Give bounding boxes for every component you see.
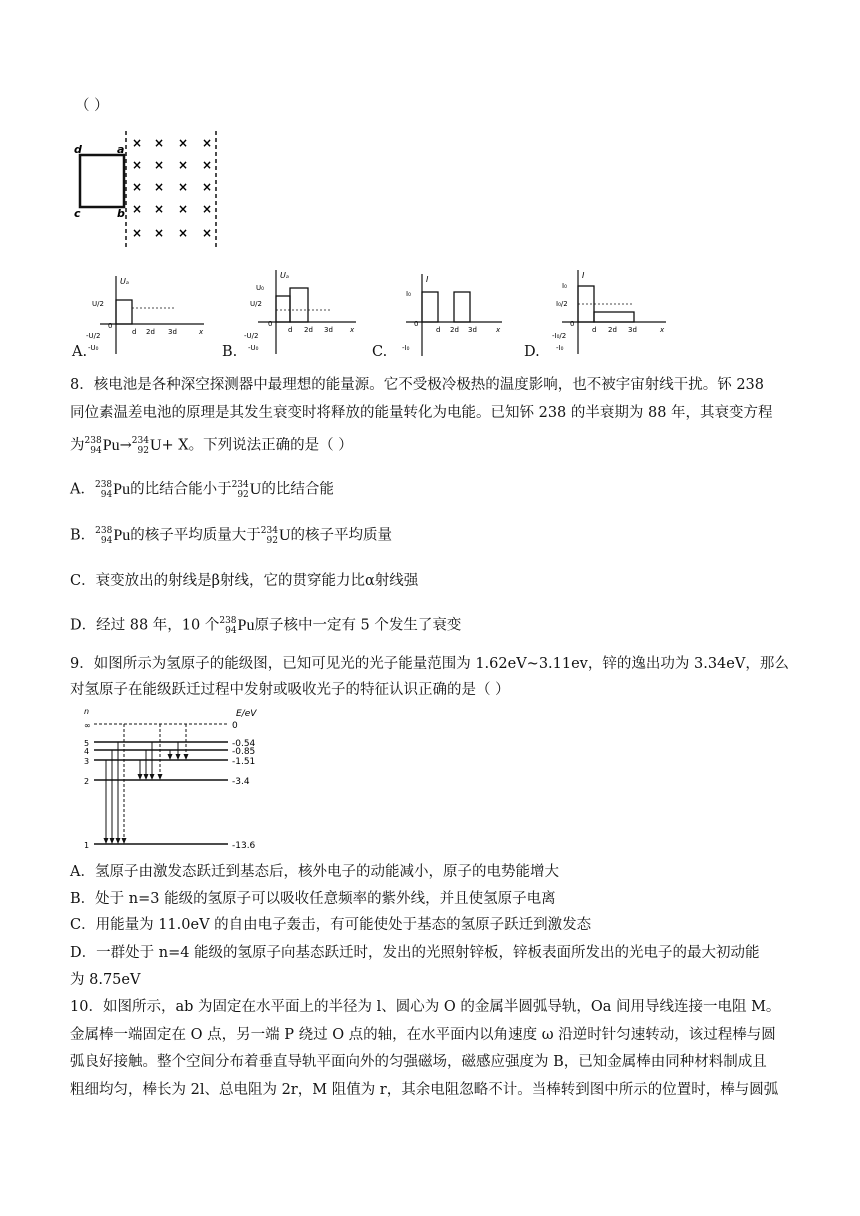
field-x-mark: ×: [202, 136, 213, 150]
arrow-head: [104, 838, 109, 844]
graph-c-tick: -I₀: [402, 344, 410, 352]
field-x-mark: ×: [154, 202, 165, 216]
q7-option-a-label: A.: [72, 344, 88, 360]
field-x-mark: ×: [202, 158, 213, 172]
square-loop: [80, 155, 124, 207]
graph-c-tick: I₀: [406, 290, 411, 298]
q8-option-d: D．经过 88 年，10 个 238 94 Pu 原子核中一定有 5 个发生了衰变: [70, 615, 462, 636]
graph-c-xtick: 3d: [468, 326, 477, 334]
graph-c-xaxis: x: [496, 326, 501, 334]
energy-level-diagram: [78, 706, 278, 856]
graph-a-pulse: [116, 300, 132, 324]
graph-d-tick: -I₀: [556, 344, 564, 352]
level-energy-label: -13.6: [232, 841, 256, 851]
q7-option-d-graph: [548, 266, 673, 358]
graph-d-xtick: 2d: [608, 326, 617, 334]
field-x-mark: ×: [132, 158, 143, 172]
graph-b-xtick: d: [288, 326, 293, 334]
q10-line-3: 弧良好接触。整个空间分布着垂直导轨平面向外的匀强磁场，磁感应强度为 B，已知金属棒由同种材料制成且: [70, 1054, 767, 1070]
graph-d-tick: I₀: [562, 282, 567, 290]
arrow-head: [158, 774, 163, 780]
level-energy-label: -0.85: [232, 747, 256, 757]
q7-answer-paren: （ ）: [75, 98, 109, 114]
q10-line-1: 10．如图所示，ab 为固定在水平面上的半径为 l、圆心为 O 的金属半圆弧导轨，Oa 间用导线连接一电阻 M。: [70, 999, 781, 1015]
field-x-mark: ×: [202, 202, 213, 216]
graph-b-tick: -U₀: [248, 344, 259, 352]
level-n-label: ∞: [84, 721, 91, 730]
arrow-head: [138, 774, 143, 780]
q9-option-c: C．用能量为 11.0eV 的自由电子轰击，有可能使处于基态的氢原子跃迁到激发态: [70, 917, 592, 933]
level-energy-label: -3.4: [232, 777, 250, 787]
q8-option-b: B． 238 94 Pu 的核子平均质量大于 234 92 U 的核子平均质量: [70, 525, 392, 546]
graph-b-xtick: 3d: [324, 326, 333, 334]
q10-line-2: 金属棒一端固定在 O 点，另一端 P 绕过 O 点的轴，在水平面内以角速度 ω 沿逆时针匀速转动，该过程棒与圆: [70, 1027, 776, 1043]
graph-a-xaxis: x: [199, 328, 204, 336]
field-x-mark: ×: [154, 136, 165, 150]
graph-b-tick: -U/2: [244, 332, 259, 340]
graph-c-yaxis: I: [426, 275, 429, 284]
field-x-mark: ×: [178, 226, 189, 240]
corner-label-b: b: [117, 207, 125, 220]
graph-b-origin: 0: [268, 320, 273, 328]
graph-d-tick: I₀/2: [556, 300, 568, 308]
field-x-mark: ×: [154, 226, 165, 240]
graph-d-pulse-2: [594, 312, 634, 322]
level-n-label: 1: [84, 841, 90, 850]
graph-d-xaxis: x: [660, 326, 665, 334]
magnetic-field-marks: [132, 136, 212, 240]
nuclide-pu-238: 238 94 Pu: [84, 435, 120, 456]
graph-d-origin: 0: [570, 320, 575, 328]
corner-label-c: c: [74, 207, 81, 220]
q8-line-1: 8．核电池是各种深空探测器中最理想的能量源。它不受极冷极热的温度影响，也不被宇宙射线干扰。钚 238: [70, 377, 765, 393]
n-axis-label: n: [84, 707, 90, 716]
field-x-mark: ×: [202, 180, 213, 194]
q7-field-figure: [70, 125, 220, 250]
field-x-mark: ×: [132, 226, 143, 240]
field-x-mark: ×: [202, 226, 213, 240]
q8-eq-suffix: 。下列说法正确的是（ ）: [188, 437, 353, 454]
graph-a-tick: U/2: [92, 300, 104, 308]
graph-c-xtick: 2d: [450, 326, 459, 334]
q7-option-a-graph: [86, 272, 211, 358]
corner-label-d: d: [74, 143, 82, 156]
q9-option-a: A．氢原子由激发态跃迁到基态后，核外电子的动能减小，原子的电势能增大: [70, 864, 559, 880]
field-x-mark: ×: [178, 202, 189, 216]
graph-b-yaxis: Uₐ: [280, 271, 289, 280]
level-energy-label: -1.51: [232, 757, 256, 767]
q7-option-c-graph: [392, 270, 507, 360]
q8-option-a: A． 238 94 Pu 的比结合能小于 234 92 U 的比结合能: [70, 479, 334, 500]
graph-a-tick: -U₀: [88, 344, 99, 352]
arrow-head: [184, 754, 189, 760]
q9-line-2: 对氢原子在能级跃迁过程中发射或吸收光子的特征认识正确的是（ ）: [70, 682, 510, 698]
q7-option-d-label: D.: [524, 344, 540, 360]
q8-eq-prefix: 为: [70, 437, 85, 454]
q7-option-b-graph: [236, 266, 361, 358]
nuclide-u-234: 234 92 U: [131, 435, 162, 456]
graph-b-xaxis: x: [350, 326, 355, 334]
field-x-mark: ×: [178, 136, 189, 150]
graph-a-origin: 0: [108, 322, 113, 330]
q9-option-d-line-1: D．一群处于 n=4 能级的氢原子向基态跃迁时，发出的光照射锌板，锌板表面所发出的光电子的最大初动能: [70, 945, 760, 961]
arrow-head: [110, 838, 115, 844]
level-energy-label: 0: [232, 721, 238, 731]
graph-b-xtick: 2d: [304, 326, 313, 334]
level-n-label: 4: [84, 747, 90, 756]
q7-option-c-label: C.: [372, 344, 388, 360]
graph-b-pulse-1: [276, 296, 290, 322]
graph-c-xtick: d: [436, 326, 441, 334]
graph-d-xtick: d: [592, 326, 597, 334]
q8-line-2: 同位素温差电池的原理是其发生衰变时将释放的能量转化为电能。已知钚 238 的半衰期为 88 年，其衰变方程: [70, 405, 773, 421]
q8-option-c: C．衰变放出的射线是β射线，它的贯穿能力比α射线强: [70, 573, 419, 589]
q8-equation: [70, 434, 353, 457]
graph-a-xtick: d: [132, 328, 137, 336]
plus-x: + X: [161, 437, 189, 454]
arrow-head: [116, 838, 121, 844]
graph-b-pulse-2: [290, 288, 308, 322]
arrow-head: [168, 754, 173, 760]
graph-a-tick: -U/2: [86, 332, 101, 340]
arrow-head: [144, 774, 149, 780]
level-n-label: 2: [84, 777, 90, 786]
graph-b-tick: U₀: [256, 284, 264, 292]
q7-option-b-label: B.: [222, 344, 238, 360]
field-x-mark: ×: [178, 158, 189, 172]
field-x-mark: ×: [132, 180, 143, 194]
field-x-mark: ×: [154, 158, 165, 172]
graph-c-pulse-2: [454, 292, 470, 322]
graph-a-yaxis: Uₐ: [120, 277, 129, 286]
arrow-head: [150, 774, 155, 780]
energy-axis-label: E/eV: [236, 709, 257, 719]
graph-c-origin: 0: [414, 320, 419, 328]
graph-a-xtick: 2d: [146, 328, 155, 336]
arrow-head: [176, 754, 181, 760]
q9-line-1: 9．如图所示为氢原子的能级图，已知可见光的光子能量范围为 1.62eV~3.11ev，锌的逸出功为 3.34eV，那么: [70, 656, 789, 672]
field-x-mark: ×: [178, 180, 189, 194]
graph-c-pulse-1: [422, 292, 438, 322]
field-x-mark: ×: [132, 202, 143, 216]
q10-line-4: 粗细均匀，棒长为 2l、总电阻为 2r，M 阻值为 r，其余电阻忽略不计。当棒转到图中所示的位置时，棒与圆弧: [70, 1082, 779, 1098]
graph-d-yaxis: I: [582, 271, 585, 280]
graph-a-xtick: 3d: [168, 328, 177, 336]
field-x-mark: ×: [154, 180, 165, 194]
graph-d-xtick: 3d: [628, 326, 637, 334]
arrow-head: [122, 838, 127, 844]
level-n-label: 3: [84, 757, 90, 766]
field-x-mark: ×: [132, 136, 143, 150]
arrow: →: [119, 437, 132, 454]
level-energy-label: -0.54: [232, 739, 256, 749]
corner-label-a: a: [117, 143, 125, 156]
level-n-label: 5: [84, 739, 90, 748]
q9-option-d-line-2: 为 8.75eV: [70, 972, 141, 988]
graph-b-tick: U/2: [250, 300, 262, 308]
q9-option-b: B．处于 n=3 能级的氢原子可以吸收任意频率的紫外线，并且使氢原子电离: [70, 891, 556, 907]
graph-d-tick: -I₀/2: [552, 332, 567, 340]
